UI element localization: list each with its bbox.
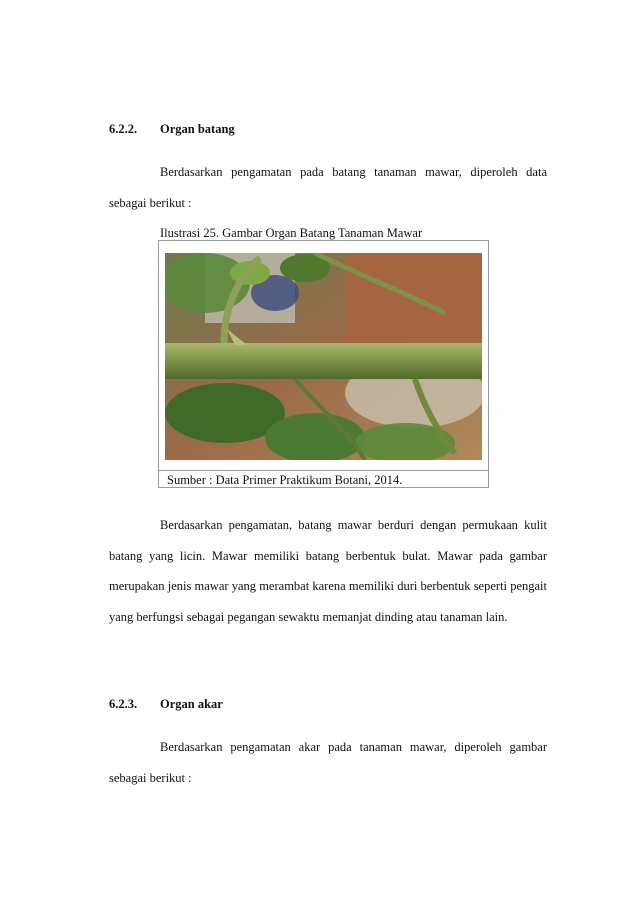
section-title: Organ akar	[160, 697, 223, 711]
rose-stem-illustration	[165, 253, 482, 460]
figure-box	[158, 240, 489, 488]
figure-caption: Ilustrasi 25. Gambar Organ Batang Tanaman Mawar	[160, 226, 423, 240]
section-title: Organ batang	[160, 122, 235, 136]
intro-paragraph-batang: Berdasarkan pengamatan pada batang tanaman mawar, diperoleh data sebagai berikut :	[109, 165, 547, 210]
discussion-paragraph: Berdasarkan pengamatan, batang mawar berduri dengan permukaan kulit batang yang licin. Mawar memiliki batang berbentuk bulat. Mawar pada gambar merupakan jenis mawar yang merambat karena memiliki duri berbentuk seperti pengait yang berfungsi sebagai pegangan sewaktu memanjat dinding atau tanaman lain.	[109, 518, 547, 624]
section-number: 6.2.3.	[109, 697, 138, 711]
rose-stem-photo	[165, 253, 482, 460]
intro-paragraph-akar: Berdasarkan pengamatan akar pada tanaman mawar, diperoleh gambar sebagai berikut :	[109, 740, 547, 785]
section-heading-organ-akar	[109, 697, 223, 712]
figure-divider	[159, 470, 488, 471]
section-heading-organ-batang	[109, 122, 235, 137]
section-number: 6.2.2.	[109, 122, 138, 136]
figure-source: Sumber : Data Primer Praktikum Botani, 2014.	[167, 473, 403, 487]
